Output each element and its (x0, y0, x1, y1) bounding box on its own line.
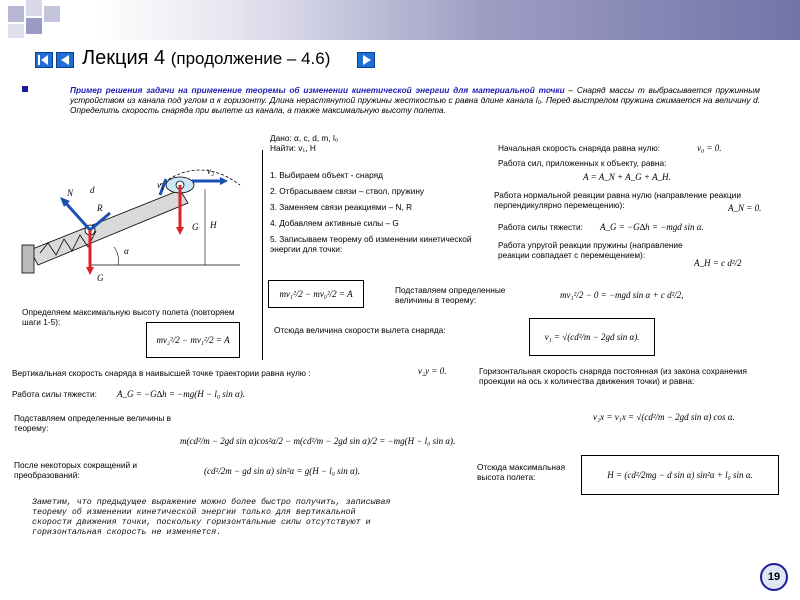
given-text: Дано: α, c, d, m, l₀ (270, 133, 339, 143)
step-5: 5. Записываем теорему об изменении кинетической энергии для точки: (270, 234, 472, 254)
deco-square (26, 0, 42, 16)
work-forces-text: Работа сил, приложенных к объекту, равна: (498, 158, 667, 168)
separator-line (262, 150, 263, 360)
header-decoration (0, 0, 800, 40)
gravity-text: Работа силы тяжести: (498, 222, 583, 232)
substitute-formula: mv₁²/2 − 0 = −mgd sin α + c d²/2, (560, 290, 684, 300)
label-r: R (97, 203, 103, 213)
problem-statement (70, 85, 760, 115)
step-3: 3. Заменяем связи реакциями – N, R (270, 202, 413, 212)
substitute2-formula: m(cd²/m − 2gd sin α)cos²α/2 − m(cd²/m − 2gd sin α)/2 = −mg(H − l₀ sin α). (180, 436, 456, 446)
init-speed-text: Начальная скорость снаряда равна нулю: (498, 143, 660, 153)
given-block (270, 133, 338, 153)
after-text: После некоторых сокращений и преобразований: (14, 460, 138, 480)
vertical-text: Вертикальная скорость снаряда в наивысшей точке траектории равна нулю : (12, 368, 311, 378)
steps-list (270, 170, 485, 254)
normal-formula: A_N = 0. (728, 203, 762, 213)
page-title: Лекция 4 (продолжение – 4.6) (82, 47, 331, 69)
label-v1: v₁ (157, 180, 165, 190)
hence-h-text: Отсюда максимальная высота полета: (477, 462, 566, 482)
label-d: d (90, 185, 95, 195)
theorem-formula: mv₁²/2 − mv₀²/2 = A (268, 280, 364, 308)
deco-square (8, 6, 24, 22)
page-number-badge (760, 563, 788, 591)
after-formula: (cd²/2m − gd sin α) sin²α = g(H − l₀ sin α). (204, 466, 360, 476)
normal-text: Работа нормальной реакции равна нулю (направление реакции перпендикулярно перемещению): (494, 190, 741, 210)
page-number: 19 (767, 571, 781, 583)
problem-lead: Пример решения задачи на применение теоремы об изменении кинетической энергии для материальной точки (70, 85, 565, 95)
velocity-formula: v₁ = √(cd²/m − 2gd sin α). (529, 318, 655, 356)
deco-square (44, 6, 60, 22)
gravity-formula: A_G = −G∆h = −mgd sin α. (600, 222, 704, 232)
spring-text: Работа упругой реакции пружины (направление реакции совпадает с перемещением): (498, 240, 683, 260)
work-forces-formula: A = A_N + A_G + A_H. (583, 172, 671, 182)
bullet-icon (22, 86, 28, 92)
substitute2-text: Подставляем определенные величины в теорему: (14, 413, 172, 433)
height-formula: H = (cd²/2mg − d sin α) sin²α + l₀ sin α. (581, 455, 779, 495)
spring-formula: A_H = c d²/2 (694, 258, 742, 268)
next-slide-button[interactable] (357, 52, 375, 68)
label-alpha: α (124, 246, 129, 256)
deco-square (8, 24, 24, 38)
gravity2-text: Работа силы тяжести: (12, 389, 97, 399)
note-text: Заметим, что предыдущее выражение можно более быстро получить, записывая теорему об изменении кинетической энергии только для вертикальной скорости движения точки, поскольку горизонтальные силы отсутствуют и горизонтальная скорость не изменяется. (32, 498, 391, 537)
deco-square (26, 18, 42, 34)
step-2: 2. Отбрасываем связи – ствол, пружину (270, 186, 425, 196)
base-block (22, 245, 34, 273)
gravity2-formula: A_G = −G∆h = −mg(H − l₀ sin α). (117, 389, 245, 399)
init-speed-formula: v₀ = 0. (697, 143, 722, 153)
step-1: 1. Выбираем объект - снаряд (270, 170, 383, 180)
barrel (30, 190, 188, 265)
problem-text: – Снаряд массы m выбрасывается пружинным устройством из канала под углом α к горизонту. Длина нерастянутой пружины жесткостью c равна длине канала l₀. Перед выстрелом пружина сжимается на величину d. Определить скорость снаряда при вылете из канала, а также максимальную высоту полета. (70, 85, 760, 115)
horizontal-text: Горизонтальная скорость снаряда постоянная (из закона сохранения проекции на ось x количества движения точки) и равна: (479, 366, 748, 386)
label-n: N (67, 188, 74, 198)
first-slide-button[interactable] (35, 52, 53, 68)
vertical-formula: v₂y = 0. (418, 366, 447, 376)
find-text: Найти: v₁, H (270, 143, 316, 153)
hence-text: Отсюда величина скорости вылета снаряда: (274, 325, 446, 335)
gradient-band (0, 0, 800, 40)
label-g-top: G (192, 222, 199, 232)
label-g-bottom: G (97, 273, 104, 283)
angle-arc (114, 247, 119, 265)
max-height-formula: mv₂²/2 − mv₁²/2 = A (146, 322, 240, 358)
max-height-text: Определяем максимальную высоту полета (повторяем шаги 1-5): (22, 307, 235, 327)
horizontal-formula: v₂x = v₁x = √(cd²/m − 2gd sin α) cos α. (593, 412, 735, 422)
cannon-diagram (0, 155, 262, 295)
substitute-text: Подставляем определенные величины в теорему: (395, 285, 506, 305)
prev-slide-button[interactable] (56, 52, 74, 68)
step-4: 4. Добавляем активные силы – G (270, 218, 399, 228)
label-h: H (210, 220, 217, 230)
diagram-graphics (22, 170, 240, 275)
normal-arrow (64, 201, 90, 230)
label-v2: v₂ (207, 166, 215, 176)
